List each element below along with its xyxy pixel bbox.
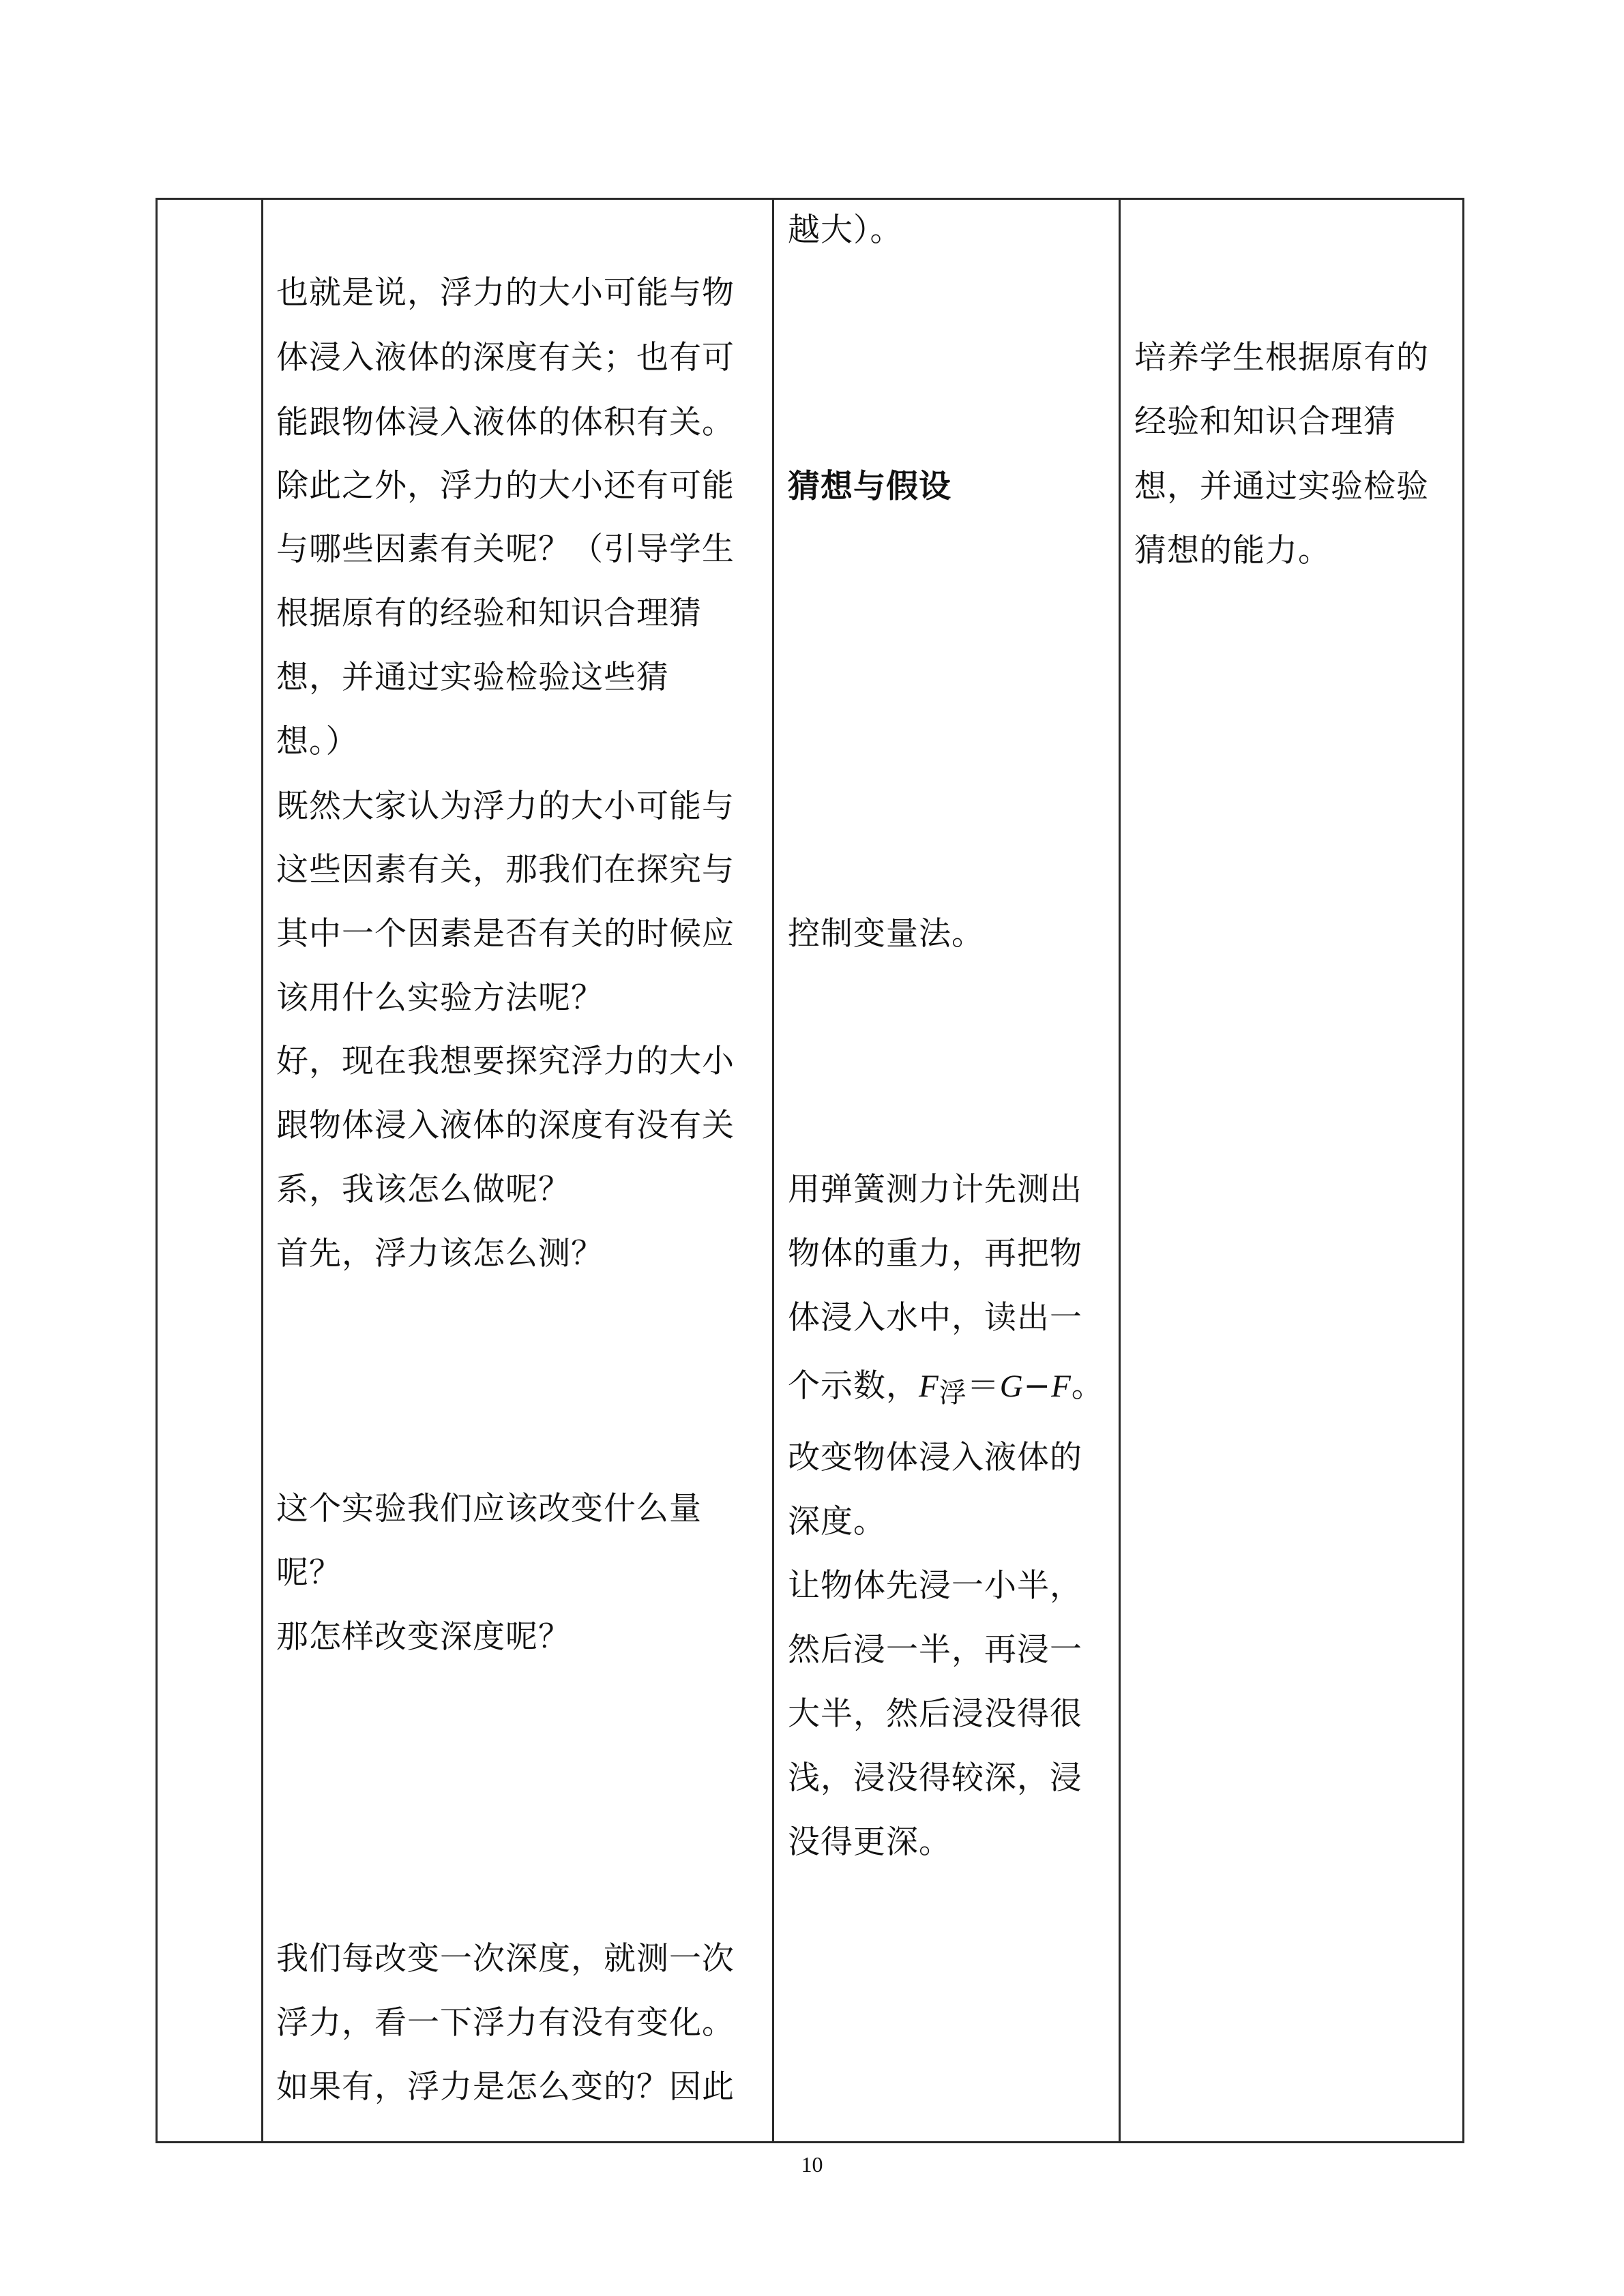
text-line: 其中一个因素是否有关的时候应 xyxy=(276,915,735,953)
text-line: 体浸入液体的深度有关；也有可 xyxy=(276,339,735,376)
text-line: 浮力，看一下浮力有没有变化。 xyxy=(276,2004,735,2042)
text-line: 跟物体浸入液体的深度有没有关 xyxy=(276,1107,735,1144)
formula-symbol-f2: F xyxy=(1051,1369,1072,1404)
text-line: 这些因素有关，那我们在探究与 xyxy=(276,851,735,889)
text-line: 既然大家认为浮力的大小可能与 xyxy=(276,788,735,825)
text-line: 物体的重力，再把物 xyxy=(788,1235,1082,1272)
text-line: 让物体先浸一小半， xyxy=(788,1567,1082,1605)
text-line: 根据原有的经验和知识合理猜 xyxy=(276,595,702,632)
page-number: 10 xyxy=(801,2152,823,2177)
table-col-border-3 xyxy=(772,198,774,2143)
table-top-border xyxy=(156,198,1464,200)
text-line: 系，我该怎么做呢？ xyxy=(276,1171,571,1208)
table-col-border-5 xyxy=(1462,198,1464,2143)
text-line: 想，并通过实验检验 xyxy=(1134,468,1429,505)
text-line: 大半，然后浸没得很 xyxy=(788,1695,1082,1733)
table-col-border-1 xyxy=(156,198,158,2143)
table-col-border-4 xyxy=(1119,198,1121,2143)
table-bottom-border xyxy=(156,2141,1464,2143)
text-line: 用弹簧测力计先测出 xyxy=(788,1171,1082,1208)
section-heading: 猜想与假设 xyxy=(788,468,951,505)
text-line: 想。） xyxy=(276,723,359,760)
text-line: 体浸入水中，读出一 xyxy=(788,1299,1082,1337)
text-line: 与哪些因素有关呢？（引导学生 xyxy=(276,531,735,568)
text-line: 控制变量法。 xyxy=(788,915,984,953)
text-line: 呢？ xyxy=(276,1554,342,1592)
text-line: 除此之外，浮力的大小还有可能 xyxy=(276,467,735,505)
text-line: 没得更深。 xyxy=(788,1823,951,1861)
text-line: 我们每改变一次深度，就测一次 xyxy=(276,1940,735,1978)
text-line: 该用什么实验方法呢？ xyxy=(276,979,604,1017)
text-line: 浅，浸没得较深，浸 xyxy=(788,1759,1082,1797)
text-line: 培养学生根据原有的 xyxy=(1134,339,1429,376)
formula-symbol-g: G xyxy=(999,1369,1024,1404)
text-line: 能跟物体浸入液体的体积有关。 xyxy=(276,404,735,441)
text-line: 猜想的能力。 xyxy=(1134,532,1331,569)
text-line: 改变物体浸入液体的 xyxy=(788,1439,1082,1476)
text-line: 首先，浮力该怎么测？ xyxy=(276,1235,604,1272)
text-line: 这个实验我们应该改变什么量 xyxy=(276,1490,702,1527)
text-line: 想，并通过实验检验这些猜 xyxy=(276,659,669,696)
text-line: 越大）。 xyxy=(788,211,903,249)
text-line: 经验和知识合理猜 xyxy=(1134,403,1396,441)
formula-prefix: 个示数， xyxy=(788,1367,919,1405)
formula-end: 。 xyxy=(1071,1367,1104,1405)
table-col-border-2 xyxy=(261,198,263,2143)
formula-equals: ＝ xyxy=(966,1367,1000,1405)
formula-minus: − xyxy=(1023,1367,1052,1405)
text-line: 然后浸一半，再浸一 xyxy=(788,1631,1082,1669)
text-line: 好，现在我想要探究浮力的大小 xyxy=(276,1043,735,1080)
formula-subscript: 浮 xyxy=(939,1377,967,1409)
text-line: 那怎样改变深度呢？ xyxy=(276,1618,571,1656)
text-line: 如果有，浮力是怎么变的？因此 xyxy=(276,2068,735,2106)
formula-symbol-f: F xyxy=(919,1369,939,1404)
text-line: 也就是说，浮力的大小可能与物 xyxy=(276,274,735,312)
text-line: 深度。 xyxy=(788,1503,886,1540)
formula-line xyxy=(788,1367,1104,1407)
